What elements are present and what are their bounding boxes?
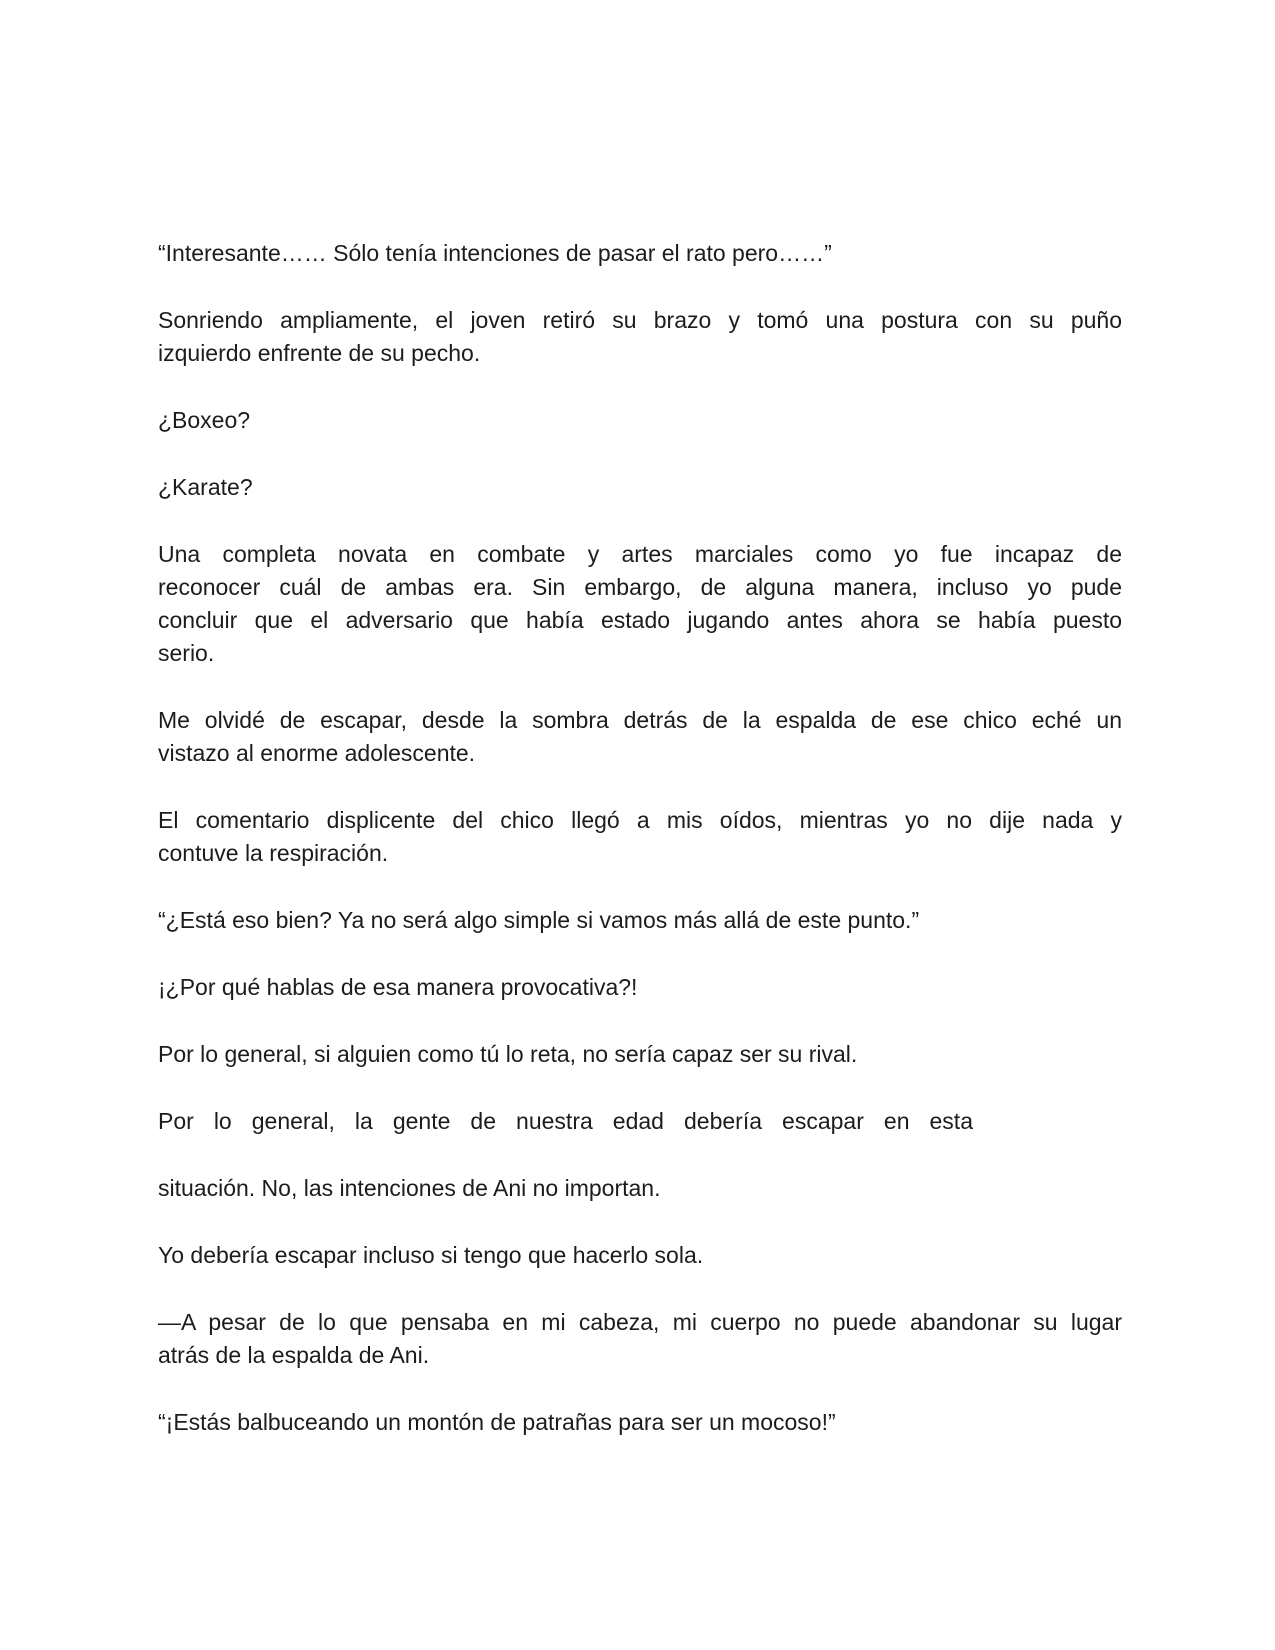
text-line: ¡¿Por qué hablas de esa manera provocativa?!: [158, 974, 638, 1000]
text-line: Yo debería escapar incluso si tengo que hacerlo sola.: [158, 1242, 704, 1268]
text-line: Por lo general, la gente de nuestra edad debería escapar en esta: [158, 1108, 973, 1134]
paragraph: [158, 704, 1122, 770]
paragraph: [158, 237, 1122, 270]
text-line: situación. No, las intenciones de Ani no importan.: [158, 1175, 661, 1201]
text-line: Una completa novata en combate y artes marciales como yo fue incapaz de: [158, 541, 1122, 567]
text-line: concluir que el adversario que había estado jugando antes ahora se había puesto: [158, 607, 1122, 633]
text-line: —A pesar de lo que pensaba en mi cabeza, mi cuerpo no puede abandonar su lugar: [158, 1309, 1122, 1335]
paragraph: [158, 971, 1122, 1004]
paragraph: [158, 1306, 1122, 1372]
text-line: ¿Karate?: [158, 474, 253, 500]
text-line: El comentario displicente del chico llegó a mis oídos, mientras yo no dije nada y: [158, 807, 1122, 833]
text-line: izquierdo enfrente de su pecho.: [158, 340, 481, 366]
paragraph: [158, 1038, 1122, 1071]
text-line: Por lo general, si alguien como tú lo reta, no sería capaz ser su rival.: [158, 1041, 858, 1067]
text-line: “¿Está eso bien? Ya no será algo simple si vamos más allá de este punto.”: [158, 907, 920, 933]
paragraph: [158, 471, 1122, 504]
text-line: Me olvidé de escapar, desde la sombra detrás de la espalda de ese chico eché un: [158, 707, 1122, 733]
paragraph: [158, 304, 1122, 370]
paragraph: [158, 1172, 1122, 1205]
paragraph: [158, 804, 1122, 870]
text-line: “Interesante…… Sólo tenía intenciones de pasar el rato pero……”: [158, 240, 832, 266]
text-line: vistazo al enorme adolescente.: [158, 740, 476, 766]
paragraph: [158, 1105, 1122, 1138]
text-line: serio.: [158, 640, 215, 666]
text-line: Sonriendo ampliamente, el joven retiró su brazo y tomó una postura con su puño: [158, 307, 1122, 333]
paragraph: [158, 1406, 1122, 1439]
text-block: [158, 237, 1122, 1439]
paragraph: [158, 904, 1122, 937]
paragraph: [158, 538, 1122, 670]
paragraph: [158, 1239, 1122, 1272]
text-line: reconocer cuál de ambas era. Sin embargo, de alguna manera, incluso yo pude: [158, 574, 1122, 600]
text-line: atrás de la espalda de Ani.: [158, 1342, 430, 1368]
paragraph: [158, 404, 1122, 437]
text-line: “¡Estás balbuceando un montón de patrañas para ser un mocoso!”: [158, 1409, 836, 1435]
text-line: contuve la respiración.: [158, 840, 389, 866]
text-line: ¿Boxeo?: [158, 407, 251, 433]
